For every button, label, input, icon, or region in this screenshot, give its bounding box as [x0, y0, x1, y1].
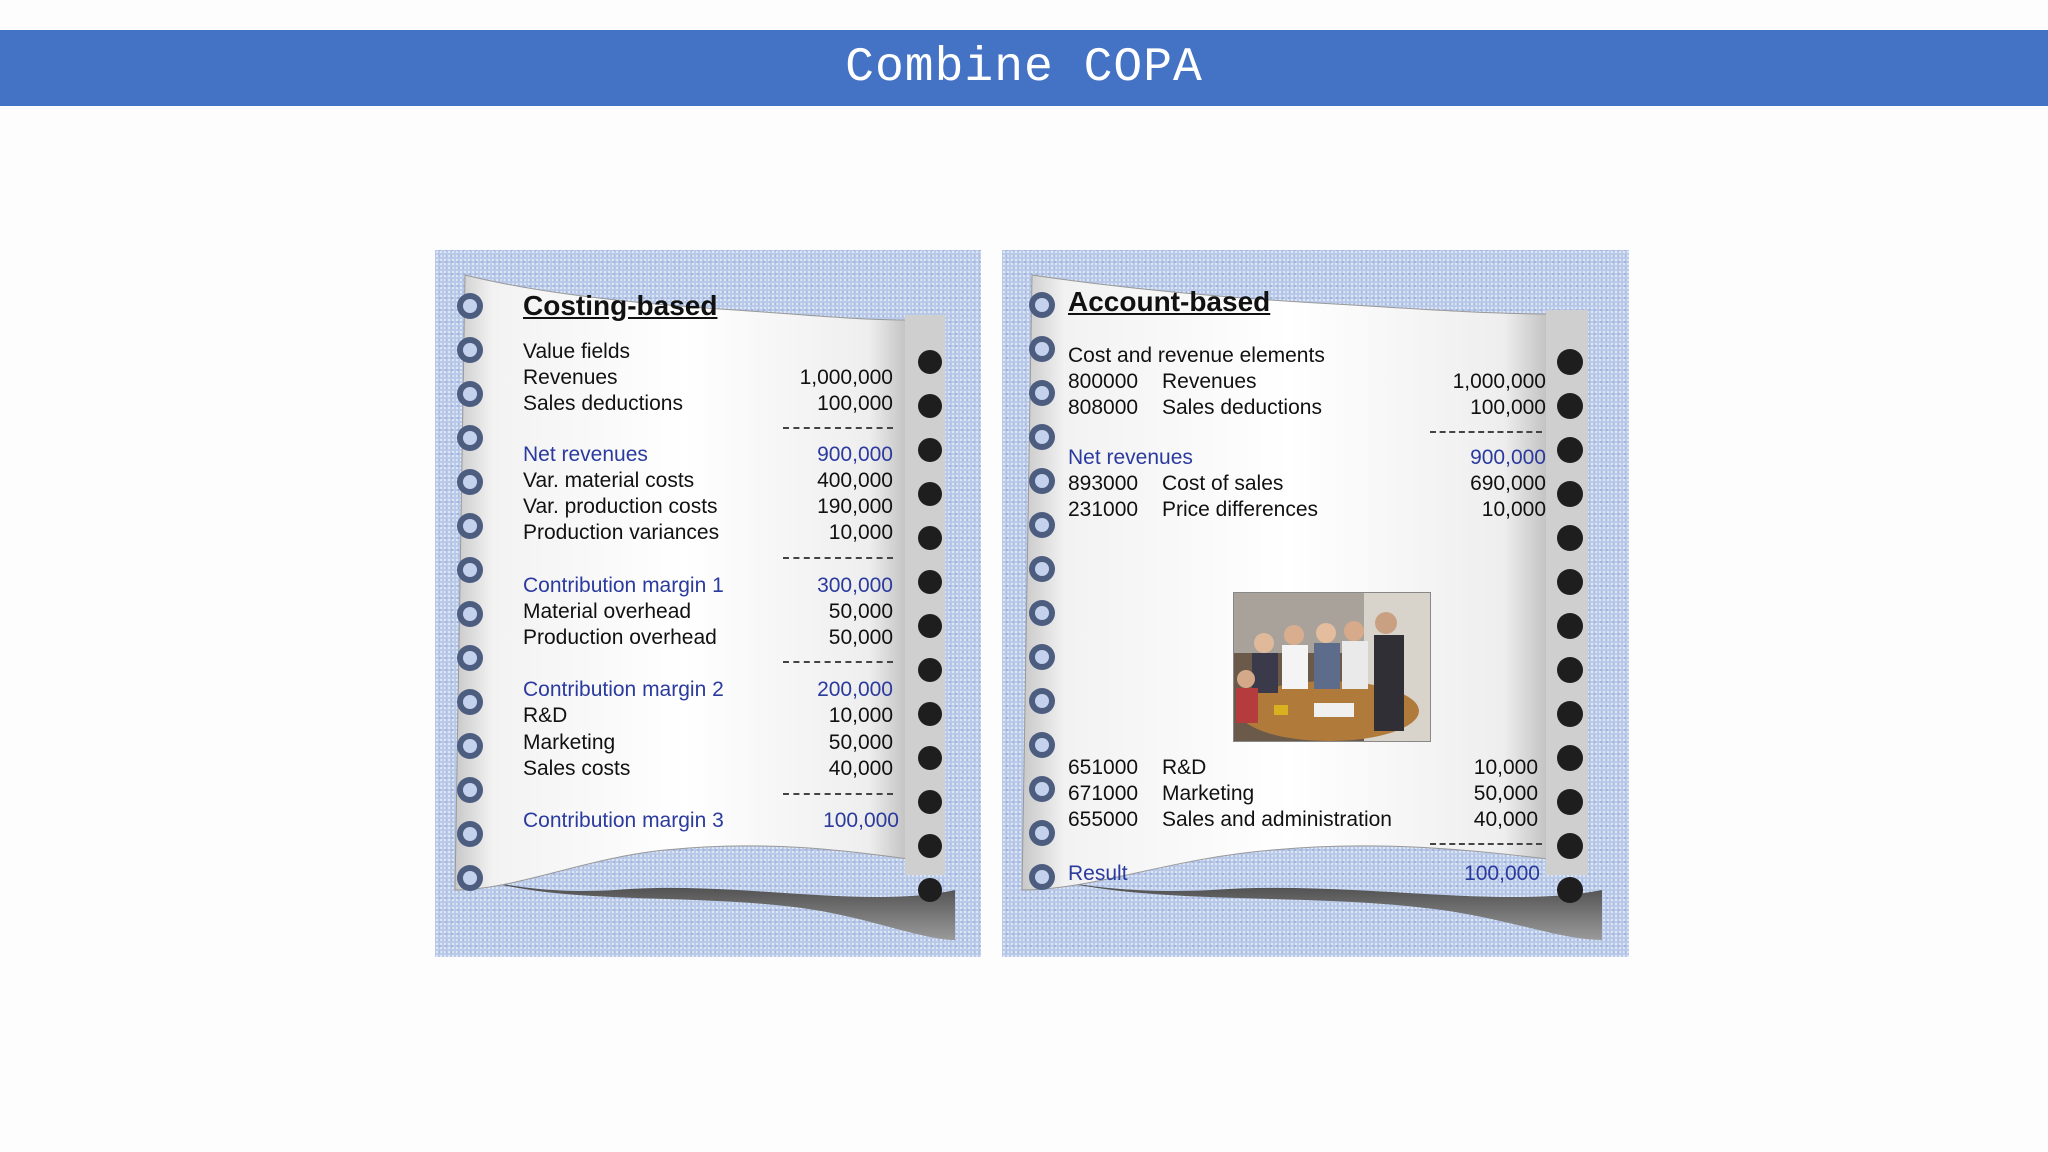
table-row: Material overhead 50,000	[523, 600, 893, 623]
table-row: Revenues 1,000,000	[523, 366, 893, 389]
costing-heading: Costing-based	[523, 290, 718, 321]
subtotal-divider	[783, 557, 893, 559]
table-row: Result 100,000	[1068, 862, 1540, 885]
table-row: Production variances 10,000	[523, 521, 893, 544]
account-based-panel	[1002, 250, 1629, 957]
costing-content	[523, 290, 899, 890]
value-fields-label: Value fields	[523, 340, 631, 363]
title-bar	[0, 30, 2048, 106]
table-row: 231000 Price differences 10,000	[1068, 498, 1546, 521]
account-content	[1068, 286, 1546, 886]
table-row: 651000 R&D 10,000	[1068, 756, 1538, 779]
table-row: Production overhead 50,000	[523, 626, 893, 649]
table-row: Sales deductions 100,000	[523, 392, 893, 415]
table-row: Sales costs 40,000	[523, 757, 893, 780]
table-row: Contribution margin 2 200,000	[523, 678, 893, 701]
subtotal-divider	[1430, 431, 1542, 433]
table-row: Var. material costs 400,000	[523, 469, 893, 492]
table-row: Net revenues 900,000	[523, 443, 893, 466]
table-row: Marketing 50,000	[523, 731, 893, 754]
meeting-photo	[1233, 592, 1431, 742]
table-row: 800000 Revenues 1,000,000	[1068, 370, 1546, 393]
table-row: R&D 10,000	[523, 704, 893, 727]
account-heading: Account-based	[1068, 286, 1271, 317]
subtotal-divider	[783, 661, 893, 663]
table-row: 655000 Sales and administration 40,000	[1068, 808, 1538, 831]
table-row: 893000 Cost of sales 690,000	[1068, 472, 1546, 495]
table-row: 671000 Marketing 50,000	[1068, 782, 1538, 805]
cost-revenue-elements-label: Cost and revenue elements	[1068, 344, 1325, 367]
slide-title: Combine COPA	[845, 41, 1203, 95]
subtotal-divider	[783, 427, 893, 429]
table-row: Net revenues 900,000	[1068, 446, 1546, 469]
table-row: Contribution margin 1 300,000	[523, 574, 893, 597]
costing-based-panel	[435, 250, 981, 957]
subtotal-divider	[1430, 843, 1542, 845]
table-row: Contribution margin 3 100,000	[523, 809, 899, 832]
table-row: 808000 Sales deductions 100,000	[1068, 396, 1546, 419]
subtotal-divider	[783, 793, 893, 795]
table-row: Var. production costs 190,000	[523, 495, 893, 518]
